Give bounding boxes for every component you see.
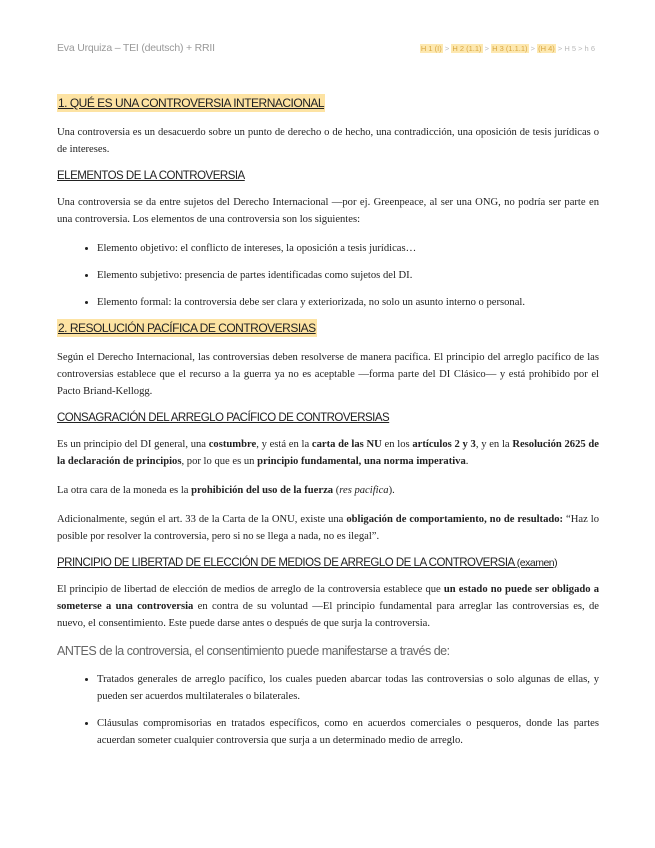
list-item: • Elemento objetivo: el conflicto de intereses, la oposición a tesis jurídicas… [97, 240, 599, 257]
section-1-heading: 1. QUÉ ES UNA CONTROVERSIA INTERNACIONAL [58, 96, 325, 110]
paragraph: Una controversia se da entre sujetos del Derecho Internacional —por ej. Greenpeace, al ser una ONG, no podría ser parte en una controversia. Los elementos de una controversia son los siguientes: [57, 197, 599, 225]
list-item: • Cláusulas compromisorias en tratados específicos, como en acuerdos comerciales o pesqueros, donde las partes acuerdan someter cualquier controversia que surja a un determinado medio de arreglo. [97, 715, 599, 749]
legend-rest: H 5 > h 6 [564, 44, 595, 53]
legend-h2: H 2 (1.1) [452, 44, 482, 53]
legend-sep: > [530, 44, 535, 53]
section-2-heading: 2. RESOLUCIÓN PACÍFICA DE CONTROVERSIAS [58, 321, 316, 335]
subheading-libertad: PRINCIPIO DE LIBERTAD DE ELECCIÓN DE MEDIOS DE ARREGLO DE LA CONTROVERSIA (examen) [57, 557, 558, 569]
page-header [57, 42, 595, 58]
heading-legend [420, 44, 595, 53]
list-item: • Elemento formal: la controversia debe ser clara y exteriorizada, no solo un asunto interno o personal. [97, 294, 599, 311]
paragraph: Es un principio del DI general, una costumbre, y está en la carta de las NU en los artículos 2 y 3, y en la Resolución 2625 de la declaración de principios, por lo que es un principio fundamental, una norma imperativa. [57, 439, 599, 467]
header-author: Eva Urquiza – TEI (deutsch) + RRII [57, 42, 215, 54]
paragraph: La otra cara de la moneda es la prohibición del uso de la fuerza (res pacifica). [57, 485, 395, 496]
subheading-consagracion: CONSAGRACIÓN DEL ARREGLO PACÍFICO DE CONTROVERSIAS [57, 412, 390, 424]
bullet-list [57, 240, 599, 311]
document-body [57, 96, 599, 759]
list-item: • Elemento subjetivo: presencia de partes identificadas como sujetos del DI. [97, 267, 599, 284]
legend-sep: > [557, 44, 563, 53]
subheading-antes: ANTES de la controversia, el consentimiento puede manifestarse a través de: [57, 644, 450, 658]
legend-h3: H 3 (1.1.1) [492, 44, 528, 53]
legend-h1: H 1 (I) [420, 44, 442, 53]
legend-h4: (H 4) [538, 44, 555, 53]
paragraph: Una controversia es un desacuerdo sobre un punto de derecho o de hecho, una contradicción, una oposición de tesis jurídicas o de intereses. [57, 127, 599, 155]
paragraph: El principio de libertad de elección de medios de arreglo de la controversia establece que un estado no puede ser obligado a someterse a una controversia en contra de su voluntad —El principio fundamental para arreglar las controversias es, de nuevo, el consentimiento. Este puede darse antes o después de que surja la controversia. [57, 584, 599, 629]
list-item: • Tratados generales de arreglo pacífico, los cuales pueden abarcar todas las controversias o solo algunas de ellas, y pueden ser acuerdos multilaterales o bilaterales. [97, 671, 599, 705]
paragraph: Adicionalmente, según el art. 33 de la Carta de la ONU, existe una obligación de comportamiento, no de resultado: “Haz lo posible por resolver la controversia, pero si no se llega a nada, no es ilegal”. [57, 514, 599, 542]
bullet-list [57, 671, 599, 749]
paragraph: Según el Derecho Internacional, las controversias deben resolverse de manera pacífica. El principio del arreglo pacífico de las controversias establece que el recurso a la guerra ya no es aceptable —forma parte del DI Clásico— y está prohibido por el Pacto Briand-Kellogg. [57, 352, 599, 397]
subheading-elementos: ELEMENTOS DE LA CONTROVERSIA [57, 170, 245, 182]
legend-sep: > [484, 44, 489, 53]
legend-sep: > [444, 44, 450, 53]
